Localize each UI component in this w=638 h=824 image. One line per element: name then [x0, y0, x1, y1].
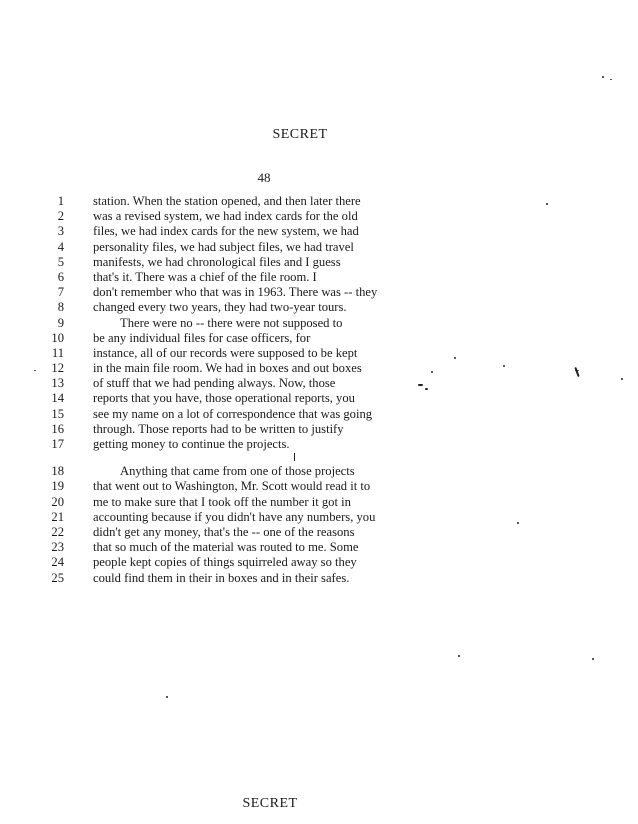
header-classification: SECRET	[272, 127, 328, 142]
transcript-line	[44, 346, 464, 361]
transcript-line	[44, 571, 464, 586]
transcript-line	[44, 285, 464, 300]
transcript-line	[44, 316, 464, 331]
transcript-line	[44, 194, 464, 209]
transcript-line	[44, 407, 464, 422]
line-text: reports that you have, those operational reports, you	[93, 391, 355, 406]
line-text: could find them in their in boxes and in their safes.	[93, 570, 350, 585]
line-number: 16	[51, 421, 64, 436]
transcript-line	[44, 240, 464, 255]
line-text: don't remember who that was in 1963. There was -- they	[93, 285, 378, 300]
line-number: 19	[51, 479, 64, 494]
line-text: through. Those reports had to be written to justify	[93, 421, 344, 436]
line-number: 8	[57, 300, 64, 315]
scan-speck	[458, 655, 460, 657]
line-number: 13	[51, 376, 64, 391]
scan-speck	[503, 365, 505, 367]
transcript-line	[44, 209, 464, 224]
scan-speck	[602, 76, 604, 78]
scan-speck	[621, 378, 623, 380]
transcript-line	[44, 255, 464, 270]
line-number: 4	[57, 239, 64, 254]
line-number: 24	[51, 555, 64, 570]
scan-speck	[431, 371, 433, 373]
line-number: 17	[51, 437, 64, 451]
line-number: 12	[51, 361, 64, 376]
line-number: 15	[51, 406, 64, 421]
transcript-line	[44, 376, 464, 391]
scan-speck	[546, 203, 548, 205]
scan-speck	[575, 370, 579, 371]
transcript-line	[44, 331, 464, 346]
scan-speck	[610, 79, 612, 80]
transcript-line	[44, 464, 464, 479]
line-number: 6	[57, 269, 64, 284]
line-text: manifests, we had chronological files and I guess	[93, 254, 341, 269]
line-number: 3	[57, 224, 64, 239]
line-text: station. When the station opened, and then later there	[93, 194, 361, 208]
scan-speck	[166, 696, 168, 698]
line-text: Anything that came from one of those projects	[120, 464, 355, 479]
line-text: that so much of the material was routed to me. Some	[93, 540, 359, 555]
transcript-line	[44, 525, 464, 540]
line-text: didn't get any money, that's the -- one of the reasons	[93, 524, 355, 539]
transcript-body	[44, 194, 464, 586]
transcript-line	[44, 270, 464, 285]
transcript-line	[44, 479, 464, 494]
line-number: 11	[51, 345, 64, 360]
line-number: 23	[51, 540, 64, 555]
line-text: see my name on a lot of correspondence that was going	[93, 406, 373, 421]
line-number: 20	[51, 494, 64, 509]
transcript-line	[44, 300, 464, 315]
transcript-line	[44, 422, 464, 437]
line-number: 14	[51, 391, 64, 406]
line-number: 5	[57, 254, 64, 269]
line-text: changed every two years, they had two-year tours.	[93, 300, 347, 315]
line-number: 7	[57, 285, 64, 300]
line-number: 25	[51, 570, 64, 585]
line-text: accounting because if you didn't have any numbers, you	[93, 509, 376, 524]
line-number: 2	[57, 209, 64, 224]
line-number: 9	[57, 315, 64, 330]
line-text: There were no -- there were not supposed to	[120, 315, 343, 330]
scan-speck	[425, 388, 428, 390]
line-text: files, we had index cards for the new system, we had	[93, 224, 359, 239]
transcript-line	[44, 540, 464, 555]
line-number: 1	[57, 194, 64, 208]
transcript-line	[44, 495, 464, 510]
line-text: people kept copies of things squirreled away so they	[93, 555, 357, 570]
line-text: in the main file room. We had in boxes and out boxes	[93, 361, 362, 376]
line-text: getting money to continue the projects.	[93, 437, 290, 451]
scan-speck	[517, 522, 519, 524]
footer-classification: SECRET	[242, 796, 298, 811]
line-number: 10	[51, 330, 64, 345]
line-text: that went out to Washington, Mr. Scott would read it to	[93, 479, 371, 494]
line-text: be any individual files for case officers, for	[93, 330, 311, 345]
line-number: 22	[51, 524, 64, 539]
line-text: was a revised system, we had index cards for the old	[93, 209, 358, 224]
scan-speck	[294, 453, 295, 461]
line-text: of stuff that we had pending always. Now, those	[93, 376, 336, 391]
line-number: 18	[51, 464, 64, 479]
transcript-line	[44, 361, 464, 376]
page-number: 48	[257, 170, 271, 185]
transcript-line	[44, 437, 464, 452]
line-number: 21	[51, 509, 64, 524]
scan-speck	[574, 367, 579, 377]
scan-speck	[418, 384, 423, 386]
transcript-line	[44, 224, 464, 239]
transcript-line	[44, 555, 464, 570]
line-text: me to make sure that I took off the number it got in	[93, 494, 351, 509]
line-text: that's it. There was a chief of the file room. I	[93, 269, 317, 284]
scan-speck	[454, 357, 456, 359]
transcript-line	[44, 510, 464, 525]
scan-speck	[34, 370, 36, 371]
line-text: instance, all of our records were supposed to be kept	[93, 345, 358, 360]
line-text: personality files, we had subject files, we had travel	[93, 239, 354, 254]
scan-speck	[592, 658, 594, 660]
transcript-line	[44, 391, 464, 406]
